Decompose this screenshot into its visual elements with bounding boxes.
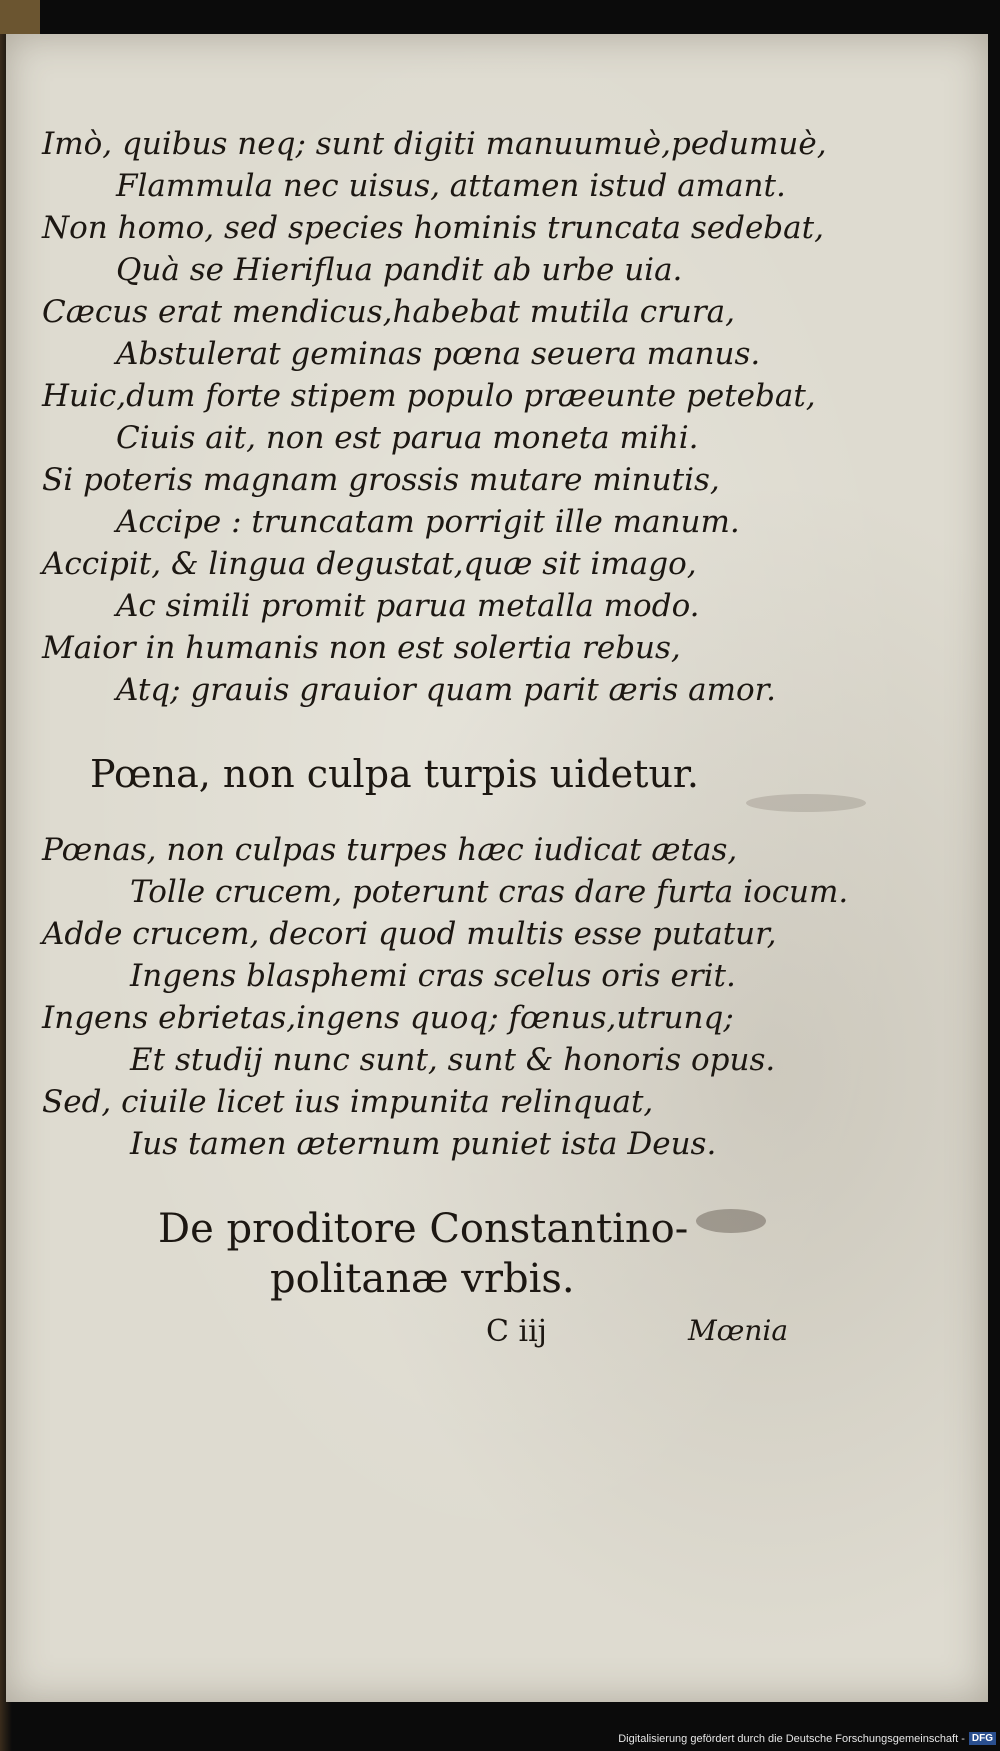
verse-line: Non homo, sed species hominis truncata sedebat, [42, 210, 824, 246]
verse-line: Sed, ciuile licet ius impunita relinquat, [42, 1084, 654, 1120]
verse-line: Ingens blasphemi cras scelus oris erit. [130, 958, 736, 994]
verse-line: Adde crucem, decori quod multis esse putatur, [42, 916, 777, 952]
verse-line: Ciuis ait, non est parua moneta mihi. [116, 420, 699, 456]
verse-line: Maior in humanis non est solertia rebus, [42, 630, 681, 666]
verse-line: Cæcus erat mendicus,habebat mutila crura, [42, 294, 736, 330]
ink-stain [696, 1209, 766, 1233]
verse-line: Et studij nunc sunt, sunt & honoris opus. [130, 1042, 776, 1078]
page-corner [0, 0, 40, 34]
verse-line: Accipit, & lingua degustat,quæ sit imago, [42, 546, 697, 582]
verse-line: Ius tamen æternum puniet ista Deus. [130, 1126, 717, 1162]
verse-line: Ac simili promit parua metalla modo. [116, 588, 700, 624]
credit-text: Digitalisierung gefördert durch die Deutsche Forschungsgemeinschaft - [618, 1732, 965, 1745]
verse-line: Huic,dum forte stipem populo præeunte petebat, [42, 378, 816, 414]
verse-line: Abstulerat geminas pœna seuera manus. [116, 336, 761, 372]
section-heading: politanæ vrbis. [270, 1256, 575, 1302]
dfg-logo-icon: DFG [969, 1732, 996, 1745]
verse-line: Pœnas, non culpas turpes hæc iudicat ætas, [42, 832, 738, 868]
verse-line: Ingens ebrietas,ingens quoq; fœnus,utrunq; [42, 1000, 734, 1036]
verse-line: Imò, quibus neq; sunt digiti manuumuè,pedumuè, [42, 126, 827, 162]
verse-line: Tolle crucem, poterunt cras dare furta iocum. [130, 874, 849, 910]
verse-line: Atq; grauis grauior quam parit æris amor. [116, 672, 776, 708]
section-heading: Pœna, non culpa turpis uidetur. [90, 752, 699, 796]
ink-stain [746, 794, 866, 812]
digitization-credit [618, 1732, 996, 1745]
catchword: Mœnia [688, 1314, 789, 1347]
verse-line: Accipe : truncatam porrigit ille manum. [116, 504, 740, 540]
signature-mark: C iij [486, 1314, 547, 1349]
verse-line: Si poteris magnam grossis mutare minutis, [42, 462, 720, 498]
section-heading: De proditore Constantino- [158, 1206, 689, 1252]
verse-line: Quà se Hieriflua pandit ab urbe uia. [116, 252, 683, 288]
scanned-page [6, 34, 988, 1702]
verse-line: Flammula nec uisus, attamen istud amant. [116, 168, 786, 204]
